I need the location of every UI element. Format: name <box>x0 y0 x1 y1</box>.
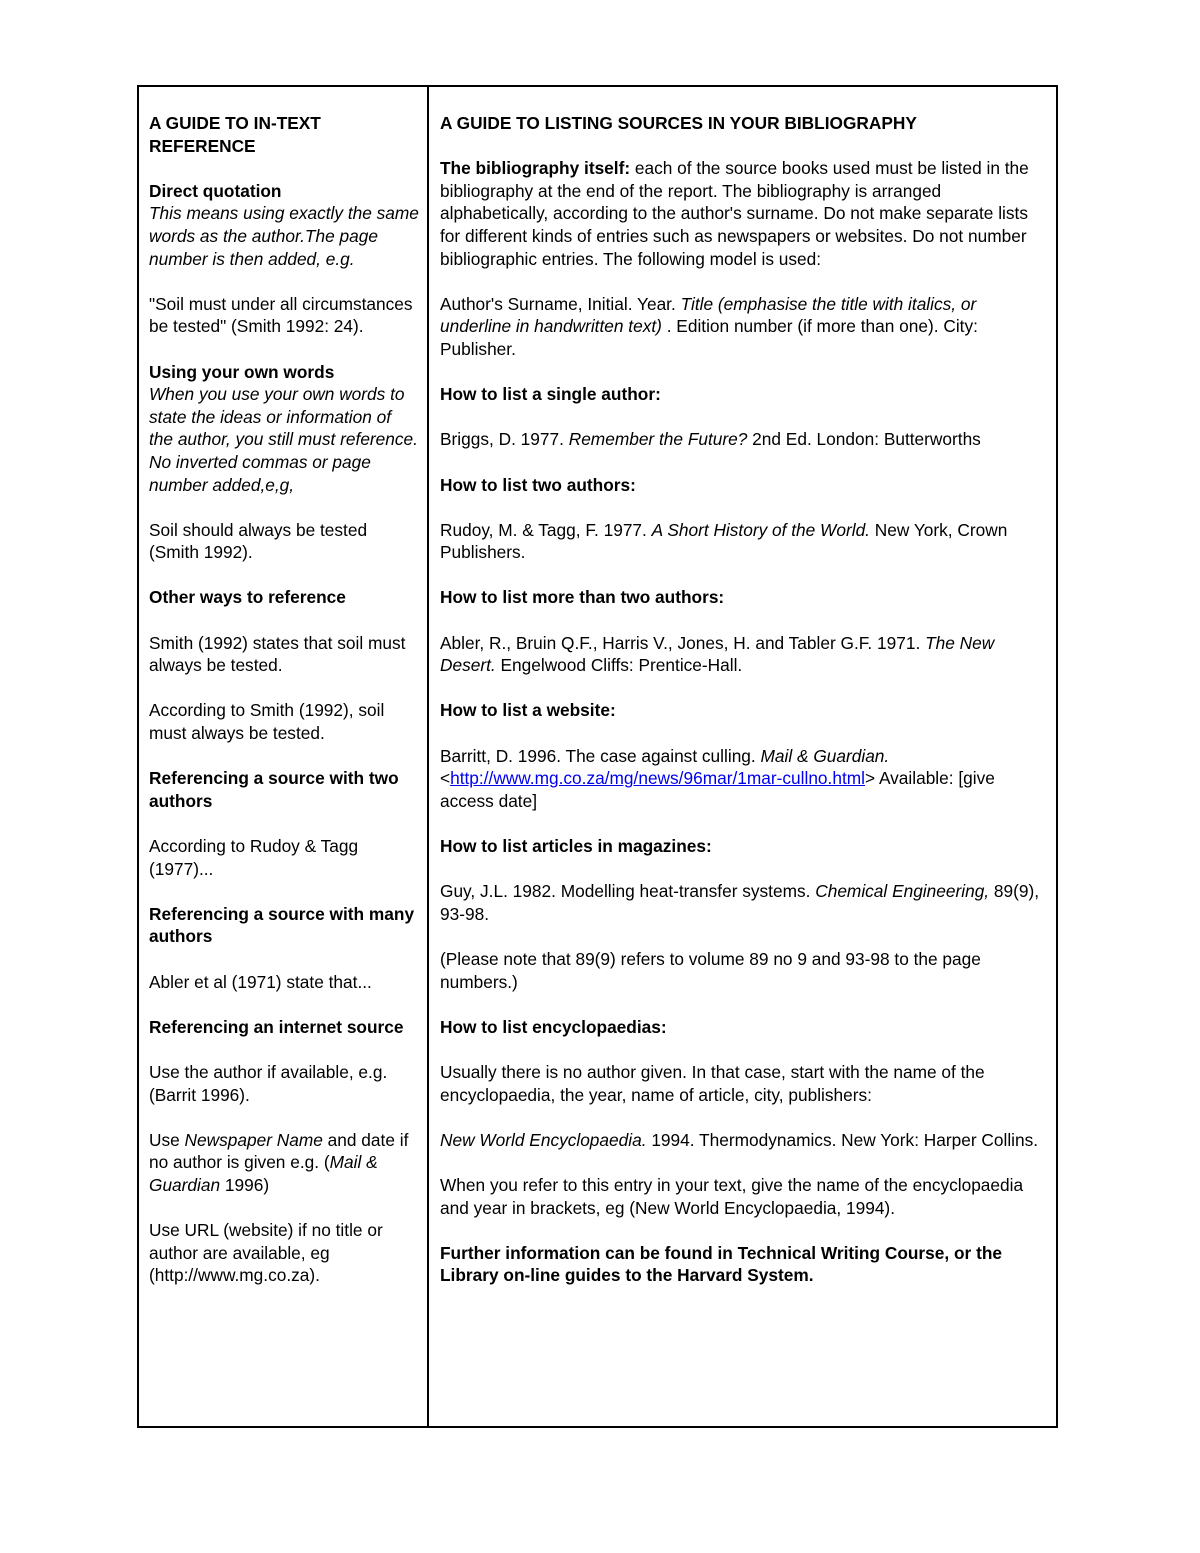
reference-guide-table <box>137 85 1058 1428</box>
magazines-example: Guy, J.L. 1982. Modelling heat-transfer systems. Chemical Engineering, 89(9), 93-98. <box>440 881 1040 924</box>
direct-quotation-description: This means using exactly the same words as the author.The page number is then added, e.g. <box>149 203 419 269</box>
website-example-link[interactable]: http://www.mg.co.za/mg/news/96mar/1mar-cullno.html <box>450 768 865 789</box>
encyclopaedias-heading: How to list encyclopaedias: <box>440 1016 667 1037</box>
other-ways-example-1: Smith (1992) states that soil must always be tested. <box>149 632 406 676</box>
own-words-example: Soil should always be tested (Smith 1992). <box>149 519 368 563</box>
more-authors-example: Abler, R., Bruin Q.F., Harris V., Jones, H. and Tabler G.F. 1971. The New Desert. Engelwood Cliffs: Prentice-Hall. <box>440 632 995 676</box>
many-authors-example: Abler et al (1971) state that... <box>149 971 372 992</box>
own-words-description: When you use your own words to state the ideas or information of the author, you still must reference. No inverted commas or page number added,e,g, <box>149 384 418 495</box>
further-information: Further information can be found in Technical Writing Course, or the Library on-line guides to the Harvard System. <box>440 1242 1002 1286</box>
more-authors-heading: How to list more than two authors: <box>440 587 725 608</box>
encyclopaedias-in-text-note: When you refer to this entry in your text, give the name of the encyclopaedia and year in brackets, eg (New World Encyclopaedia, 1994). <box>440 1174 1024 1218</box>
own-words-heading: Using your own words <box>149 361 335 382</box>
two-authors-example: According to Rudoy & Tagg (1977)... <box>149 836 359 879</box>
website-heading: How to list a website: <box>440 700 616 721</box>
other-ways-example-2: According to Smith (1992), soil must always be tested. <box>149 700 385 744</box>
internet-source-newspaper-rule: Use Newspaper Name and date if no author is given e.g. (Mail & Guardian 1996) <box>149 1129 409 1195</box>
internet-source-heading: Referencing an internet source <box>149 1016 404 1037</box>
bibliography-column <box>429 87 1056 1426</box>
encyclopaedias-example: New World Encyclopaedia. 1994. Thermodynamics. New York: Harper Collins. <box>440 1129 1039 1150</box>
two-authors-heading: Referencing a source with two authors <box>149 768 399 811</box>
single-author-heading: How to list a single author: <box>440 384 661 405</box>
many-authors-heading: Referencing a source with many authors <box>149 903 415 947</box>
single-author-example: Briggs, D. 1977. Remember the Future? 2nd Ed. London: Butterworths <box>440 429 981 450</box>
bibliography-model: Author's Surname, Initial. Year. Title (emphasise the title with italics, or underline in handwritten text) . Edition number (if more than one). City: Publisher. <box>440 293 978 359</box>
other-ways-heading: Other ways to reference <box>149 587 346 608</box>
bibliography-guide-title: A GUIDE TO LISTING SOURCES IN YOUR BIBLIOGRAPHY <box>440 113 917 133</box>
website-example: Barritt, D. 1996. The case against culling. Mail & Guardian. <http://www.mg.co.za/mg/news/96mar/1mar-cullno.html> Available: [give access date] <box>440 745 995 811</box>
internet-source-author-rule: Use the author if available, e.g. (Barrit 1996). <box>149 1061 388 1105</box>
encyclopaedias-rule: Usually there is no author given. In that case, start with the name of the encyclopaedia, the year, name of article, city, publishers: <box>440 1061 985 1105</box>
in-text-reference-column <box>139 87 429 1426</box>
direct-quotation-heading: Direct quotation <box>149 180 282 201</box>
magazines-heading: How to list articles in magazines: <box>440 836 712 856</box>
two-authors-list-example: Rudoy, M. & Tagg, F. 1977. A Short History of the World. New York, Crown Publishers. <box>440 519 1008 563</box>
bibliography-intro: The bibliography itself: each of the source books used must be listed in the bibliography at the end of the report. The bibliography is arranged alphabetically, according to the author's surname. Do not make separate lists for different kinds of entries such as newspapers or websites. Do not number bibliographic entries. The following model is used: <box>440 158 1029 269</box>
two-authors-list-heading: How to list two authors: <box>440 474 636 495</box>
magazines-note: (Please note that 89(9) refers to volume 89 no 9 and 93-98 to the page numbers.) <box>440 948 981 992</box>
in-text-guide-title: A GUIDE TO IN-TEXT REFERENCE <box>149 113 321 156</box>
internet-source-url-rule: Use URL (website) if no title or author are available, eg (http://www.mg.co.za). <box>149 1220 383 1286</box>
direct-quotation-example: "Soil must under all circumstances be tested" (Smith 1992: 24). <box>149 293 413 337</box>
